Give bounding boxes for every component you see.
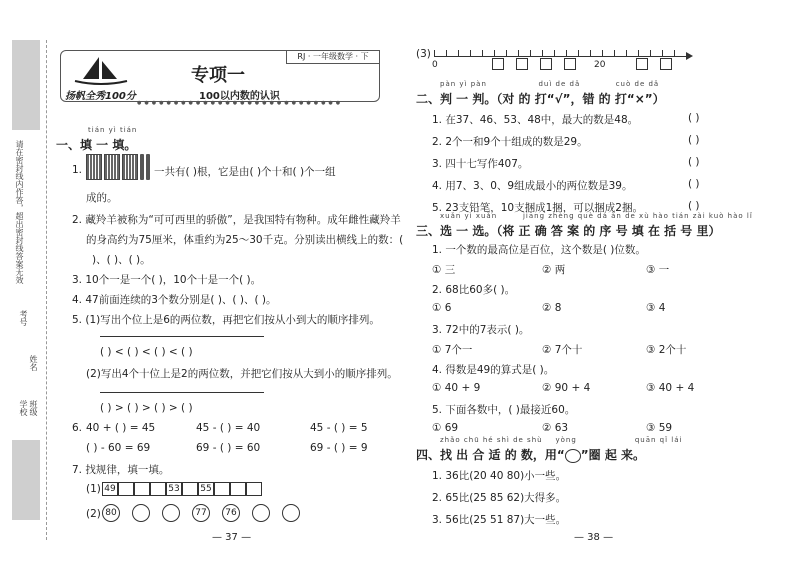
- section2-title: 二、判 一 判。（对 的 打“√”，错 的 打“×”）: [416, 92, 665, 106]
- numline-label: (3): [416, 48, 431, 60]
- single-stick: [146, 154, 150, 180]
- section4-title-a: 四、找 出 合 适 的 数，用“: [416, 448, 565, 462]
- q6-eq: ( ) - 60 = 69: [86, 442, 151, 454]
- class-label: 班级: [29, 400, 38, 416]
- choice-option[interactable]: ① 三: [432, 264, 456, 276]
- q2-text-3: )、( )、( )。: [92, 254, 151, 266]
- q5-order-1: ( ) < ( ) < ( ) < ( ): [100, 346, 193, 358]
- single-stick: [140, 154, 144, 180]
- choice-option[interactable]: ③ 4: [646, 302, 666, 314]
- judge-paren[interactable]: ( ): [688, 200, 700, 212]
- q7-circle[interactable]: [282, 504, 300, 522]
- judge-paren[interactable]: ( ): [688, 178, 700, 190]
- numline-box[interactable]: [540, 58, 552, 70]
- judge-item: 2. 2个一和9个十组成的数是29。: [432, 136, 588, 148]
- choice-option[interactable]: ③ 40 + 4: [646, 382, 695, 394]
- binding-strip: [0, 0, 52, 566]
- choice-question: 3. 72中的7表示( )。: [432, 324, 530, 336]
- sailboat-logo: [71, 55, 131, 85]
- q7-cell[interactable]: [182, 482, 198, 496]
- section4-title: [416, 446, 645, 463]
- numline-box[interactable]: [516, 58, 528, 70]
- page-number-left: — 37 —: [212, 532, 252, 543]
- q2-text-2: 的身高约为75厘米，体重约为25～30千克。分别读出横线上的数：(: [86, 234, 404, 246]
- fit-item[interactable]: 1. 36比(20 40 80)小一些。: [432, 470, 567, 482]
- q7-circle[interactable]: 77: [192, 504, 210, 522]
- q7-circle[interactable]: [252, 504, 270, 522]
- q6-eq: 40 + ( ) = 45: [86, 422, 156, 434]
- q7-circle[interactable]: 76: [222, 504, 240, 522]
- choice-option[interactable]: ① 40 + 9: [432, 382, 481, 394]
- numline-box[interactable]: [636, 58, 648, 70]
- choice-question: 1. 一个数的最高位是百位，这个数是( )位数。: [432, 244, 646, 256]
- choice-option[interactable]: ① 69: [432, 422, 459, 434]
- q7-circle[interactable]: [162, 504, 180, 522]
- section3-pinyin: xuǎn yì xuǎn jiāng zhèng què dá àn de xù hào tián zài kuò hào lǐ: [440, 212, 753, 220]
- numline-box[interactable]: [660, 58, 672, 70]
- arrow-right-icon: [686, 52, 693, 60]
- q6-eq: 69 - ( ) = 60: [196, 442, 261, 454]
- section2-pinyin: pàn yì pàn duì de dǎ cuò de dǎ: [440, 80, 660, 88]
- q6-eq: 45 - ( ) = 40: [196, 422, 261, 434]
- choice-question: 5. 下面各数中，( )最接近60。: [432, 404, 576, 416]
- choice-option[interactable]: ② 7个十: [542, 344, 583, 356]
- fit-item[interactable]: 2. 65比(25 85 62)大得多。: [432, 492, 567, 504]
- name-label: 姓名: [29, 355, 38, 371]
- page-title: 专项一: [191, 65, 245, 86]
- q5-text-2: (2)写出4个十位上是2的两位数，并把它们按从大到小的顺序排列。: [86, 368, 398, 380]
- stick-bundle: [104, 154, 120, 180]
- judge-item: 5. 23支铅笔，10支捆成1捆，可以捆成2捆。: [432, 202, 643, 214]
- judge-paren[interactable]: ( ): [688, 112, 700, 124]
- choice-option[interactable]: ② 90 + 4: [542, 382, 591, 394]
- q7-cell[interactable]: [246, 482, 262, 496]
- stick-bundle: [122, 154, 138, 180]
- choice-option[interactable]: ② 63: [542, 422, 569, 434]
- q5-text: 5. (1)写出个位上是6的两位数，再把它们按从小到大的顺序排列。: [72, 314, 380, 326]
- series-tag: RJ · 一年级数学 · 下: [286, 50, 380, 64]
- choice-option[interactable]: ② 8: [542, 302, 562, 314]
- q3-text: 3. 10个一是一个( )，10个十是一个( )。: [72, 274, 262, 286]
- judge-paren[interactable]: ( ): [688, 156, 700, 168]
- q7-cell[interactable]: [134, 482, 150, 496]
- q7-circle[interactable]: 80: [102, 504, 120, 522]
- page-number-right: — 38 —: [574, 532, 614, 543]
- stick-bundle: [86, 154, 102, 180]
- choice-option[interactable]: ③ 一: [646, 264, 670, 276]
- q7-cell[interactable]: 53: [166, 482, 182, 496]
- q1-text-cont: 成的。: [86, 192, 118, 204]
- judge-item: 3. 四十七写作407。: [432, 158, 529, 170]
- judge-paren[interactable]: ( ): [688, 134, 700, 146]
- choice-option[interactable]: ③ 59: [646, 422, 673, 434]
- q4-text: 4. 47前面连续的3个数分别是( )、( )、( )。: [72, 294, 277, 306]
- section1-pinyin: tián yì tián: [88, 126, 138, 134]
- section4-title-b: ”圈 起 来。: [580, 448, 646, 462]
- school-label: 学校: [19, 400, 28, 416]
- section3-title: 三、选 一 选。（将 正 确 答 案 的 序 号 填 在 括 号 里）: [416, 224, 721, 238]
- numline-box[interactable]: [564, 58, 576, 70]
- dot-divider: ●●●●●●●●●●●●●●●●●●●●●●●●●●●●: [137, 100, 344, 106]
- choice-option[interactable]: ② 两: [542, 264, 566, 276]
- q1-number: 1.: [72, 164, 83, 176]
- brand-logo: 扬帆全秀100分: [65, 91, 136, 102]
- binding-notice: 请在密封线内作答，超出密封线答案无效: [15, 140, 24, 284]
- numline-twenty: 20: [594, 60, 606, 70]
- q7-2-label: (2): [86, 508, 101, 520]
- choice-option[interactable]: ① 7个一: [432, 344, 473, 356]
- choice-option[interactable]: ① 6: [432, 302, 452, 314]
- number-line-ticks: [434, 50, 686, 57]
- exam-label: 考号: [19, 310, 28, 326]
- sticks-picture: [86, 154, 146, 184]
- numline-zero: 0: [432, 60, 438, 70]
- q7-text: 7. 找规律，填一填。: [72, 464, 170, 476]
- choice-question: 2. 68比60多( )。: [432, 284, 516, 296]
- q5-answer-line-2[interactable]: [100, 392, 264, 393]
- q5-order-2: ( ) > ( ) > ( ) > ( ): [100, 402, 193, 414]
- q1-text: 一共有( )根，它是由( )个十和( )个一组: [154, 166, 336, 178]
- binding-gray-block: [12, 440, 40, 520]
- q7-cell[interactable]: 55: [198, 482, 214, 496]
- q5-answer-line[interactable]: [100, 336, 264, 337]
- choice-option[interactable]: ③ 2个十: [646, 344, 687, 356]
- judge-item: 4. 用7、3、0、9组成最小的两位数是39。: [432, 180, 633, 192]
- seal-line: [46, 40, 47, 540]
- q7-cell[interactable]: [230, 482, 246, 496]
- circle-icon: [565, 449, 581, 463]
- fit-item[interactable]: 3. 56比(25 51 87)大一些。: [432, 514, 567, 526]
- choice-question: 4. 得数是49的算式是( )。: [432, 364, 555, 376]
- judge-item: 1. 在37、46、53、48中，最大的数是48。: [432, 114, 639, 126]
- q7-circle[interactable]: [132, 504, 150, 522]
- numline-box[interactable]: [492, 58, 504, 70]
- q7-1-label: (1): [86, 483, 101, 495]
- binding-gray-block: [12, 40, 40, 130]
- q7-cell[interactable]: [118, 482, 134, 496]
- section4-pinyin: zhǎo chū hé shì de shù yòng quān qǐ lái: [440, 436, 683, 444]
- q2-text: 2. 藏羚羊被称为“可可西里的骄傲”，是我国特有物种。成年雌性藏羚羊: [72, 214, 401, 226]
- q6-number: 6.: [72, 422, 83, 434]
- q6-eq: 45 - ( ) = 5: [310, 422, 368, 434]
- q7-cell[interactable]: [214, 482, 230, 496]
- q7-cell-row: [102, 482, 262, 496]
- q7-cell[interactable]: 49: [102, 482, 118, 496]
- header-box: [60, 50, 380, 106]
- q7-circle-row: [102, 504, 300, 522]
- q7-cell[interactable]: [150, 482, 166, 496]
- section1-title: 一、填 一 填。: [56, 138, 137, 152]
- q6-eq: 69 - ( ) = 9: [310, 442, 368, 454]
- page-subtitle: 100以内数的认识: [199, 91, 280, 102]
